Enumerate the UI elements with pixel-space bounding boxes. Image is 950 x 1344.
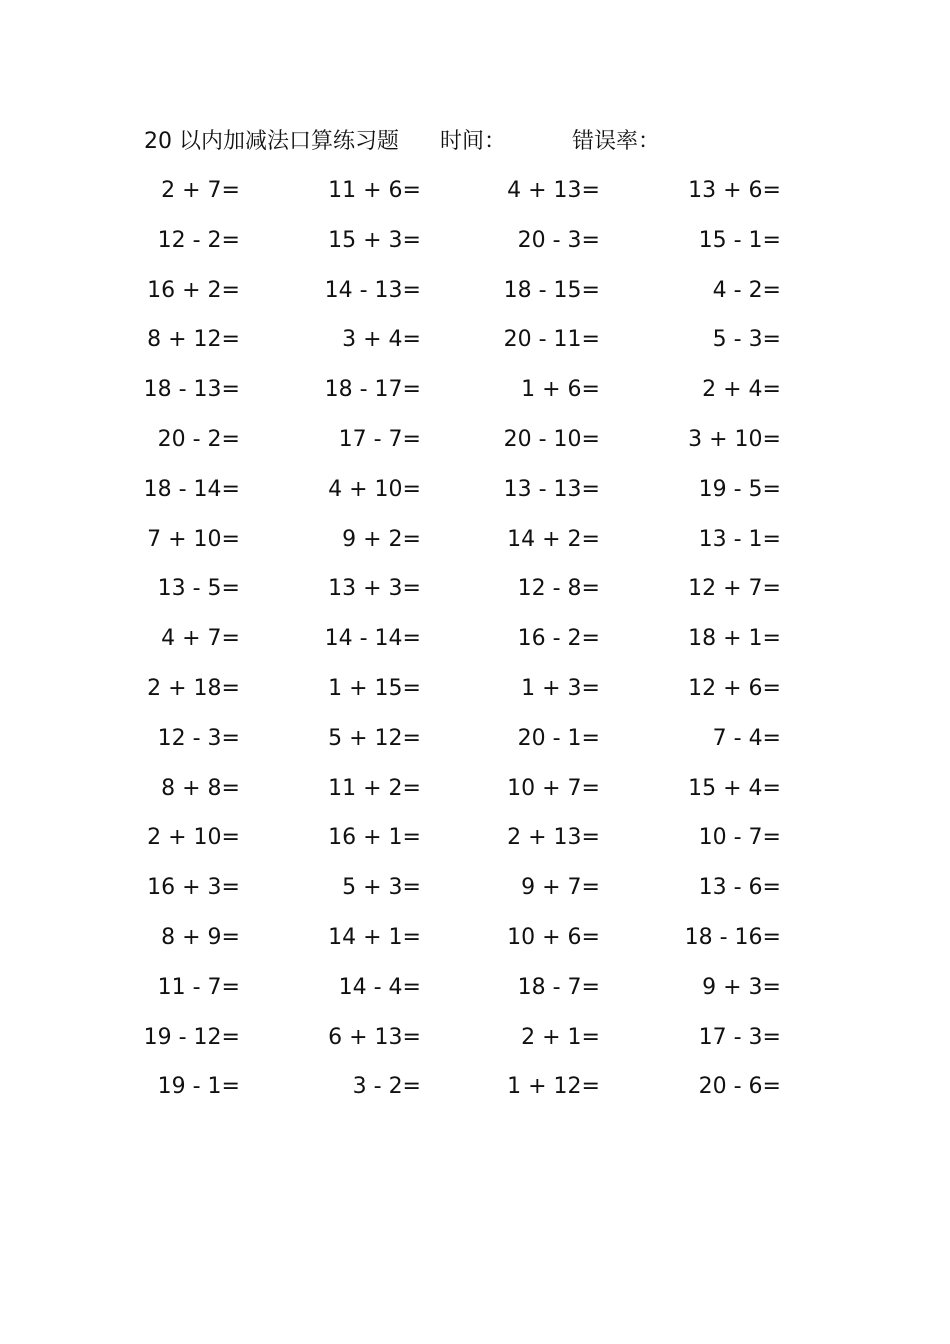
arithmetic-problem: 15 + 4= (688, 775, 781, 801)
arithmetic-problem: 13 - 1= (698, 526, 781, 552)
arithmetic-problem: 4 + 7= (161, 626, 240, 652)
arithmetic-problem: 12 + 6= (688, 675, 781, 701)
problem-row (0, 571, 950, 621)
arithmetic-problem: 3 + 10= (688, 426, 781, 452)
arithmetic-problem: 13 - 5= (157, 576, 240, 602)
arithmetic-problem: 13 - 6= (698, 875, 781, 901)
arithmetic-problem: 13 - 13= (503, 476, 600, 502)
error-rate-label: 错误率： (572, 129, 661, 154)
arithmetic-problem: 3 - 2= (352, 1074, 421, 1100)
arithmetic-problem: 10 + 7= (507, 775, 600, 801)
arithmetic-problem: 17 - 3= (698, 1024, 781, 1050)
arithmetic-problem: 18 + 1= (688, 626, 781, 652)
arithmetic-problem: 2 + 10= (147, 825, 240, 851)
arithmetic-problem: 18 - 14= (143, 476, 240, 502)
arithmetic-problem: 20 - 10= (503, 426, 600, 452)
arithmetic-problem: 10 - 7= (698, 825, 781, 851)
arithmetic-problem: 6 + 13= (328, 1024, 421, 1050)
arithmetic-problem: 12 - 3= (157, 725, 240, 751)
problem-row (0, 522, 950, 572)
arithmetic-problem: 15 + 3= (328, 227, 421, 253)
problem-row (0, 1020, 950, 1070)
arithmetic-problem: 2 + 1= (521, 1024, 600, 1050)
arithmetic-problem: 2 + 7= (161, 178, 240, 203)
arithmetic-problem: 1 + 6= (521, 377, 600, 403)
arithmetic-problem: 13 + 6= (688, 178, 781, 203)
arithmetic-problem: 4 - 2= (712, 277, 781, 303)
arithmetic-problem: 19 - 12= (143, 1024, 240, 1050)
arithmetic-problem: 11 + 6= (328, 178, 421, 203)
arithmetic-problem: 16 + 1= (328, 825, 421, 851)
worksheet-title: 20 以内加减法口算练习题 (144, 129, 399, 154)
problem-row (0, 970, 950, 1020)
problem-row (0, 223, 950, 273)
arithmetic-problem: 14 - 13= (324, 277, 421, 303)
arithmetic-problem: 9 + 7= (521, 875, 600, 901)
problem-row (0, 173, 950, 223)
arithmetic-problem: 2 + 4= (702, 377, 781, 403)
arithmetic-problem: 18 - 7= (517, 974, 600, 1000)
arithmetic-problem: 2 + 18= (147, 675, 240, 701)
problem-row (0, 372, 950, 422)
time-label: 时间： (440, 129, 507, 154)
problem-row (0, 820, 950, 870)
arithmetic-problem: 16 - 2= (517, 626, 600, 652)
arithmetic-problem: 14 - 14= (324, 626, 421, 652)
arithmetic-problem: 4 + 13= (507, 178, 600, 203)
arithmetic-problem: 17 - 7= (338, 426, 421, 452)
arithmetic-problem: 13 + 3= (328, 576, 421, 602)
problem-row (0, 870, 950, 920)
arithmetic-problem: 20 - 6= (698, 1074, 781, 1100)
problem-row (0, 671, 950, 721)
arithmetic-problem: 18 - 17= (324, 377, 421, 403)
arithmetic-problem: 14 + 1= (328, 924, 421, 950)
arithmetic-problem: 18 - 15= (503, 277, 600, 303)
problem-row (0, 1069, 950, 1119)
arithmetic-problem: 15 - 1= (698, 227, 781, 253)
arithmetic-problem: 5 + 3= (342, 875, 421, 901)
problem-row (0, 771, 950, 821)
arithmetic-problem: 1 + 15= (328, 675, 421, 701)
arithmetic-problem: 20 - 1= (517, 725, 600, 751)
problem-row (0, 621, 950, 671)
arithmetic-problem: 20 - 3= (517, 227, 600, 253)
arithmetic-problem: 1 + 12= (507, 1074, 600, 1100)
arithmetic-problem: 3 + 4= (342, 327, 421, 353)
arithmetic-problem: 18 - 13= (143, 377, 240, 403)
arithmetic-problem: 20 - 11= (503, 327, 600, 353)
arithmetic-problem: 16 + 3= (147, 875, 240, 901)
arithmetic-problem: 18 - 16= (684, 924, 781, 950)
arithmetic-problem: 9 + 2= (342, 526, 421, 552)
arithmetic-problem: 5 + 12= (328, 725, 421, 751)
arithmetic-problem: 12 - 2= (157, 227, 240, 253)
arithmetic-problem: 8 + 12= (147, 327, 240, 353)
arithmetic-problem: 20 - 2= (157, 426, 240, 452)
arithmetic-problem: 16 + 2= (147, 277, 240, 303)
arithmetic-problem: 10 + 6= (507, 924, 600, 950)
problem-row (0, 472, 950, 522)
arithmetic-problem: 1 + 3= (521, 675, 600, 701)
arithmetic-problem: 14 - 4= (338, 974, 421, 1000)
problem-row (0, 273, 950, 323)
arithmetic-problem: 19 - 1= (157, 1074, 240, 1100)
arithmetic-problem: 4 + 10= (328, 476, 421, 502)
arithmetic-problem: 12 - 8= (517, 576, 600, 602)
arithmetic-problem: 2 + 13= (507, 825, 600, 851)
arithmetic-problem: 8 + 8= (161, 775, 240, 801)
arithmetic-problem: 12 + 7= (688, 576, 781, 602)
problem-row (0, 920, 950, 970)
arithmetic-problem: 19 - 5= (698, 476, 781, 502)
problem-row (0, 721, 950, 771)
arithmetic-problem: 11 + 2= (328, 775, 421, 801)
arithmetic-problem: 7 - 4= (712, 725, 781, 751)
problem-grid (0, 173, 950, 1119)
arithmetic-problem: 5 - 3= (712, 327, 781, 353)
arithmetic-problem: 9 + 3= (702, 974, 781, 1000)
arithmetic-problem: 11 - 7= (157, 974, 240, 1000)
problem-row (0, 322, 950, 372)
arithmetic-problem: 8 + 9= (161, 924, 240, 950)
arithmetic-problem: 14 + 2= (507, 526, 600, 552)
arithmetic-problem: 7 + 10= (147, 526, 240, 552)
problem-row (0, 422, 950, 472)
